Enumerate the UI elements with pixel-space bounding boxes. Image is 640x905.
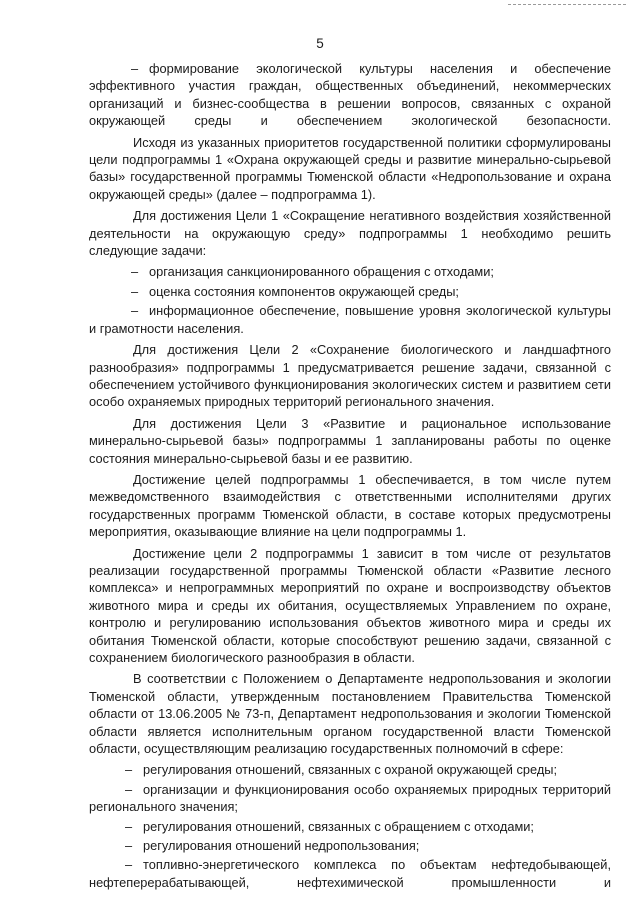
paragraph-goal-ecological-culture xyxy=(89,60,611,130)
list-dash: – xyxy=(125,762,133,778)
list-item-text: регулирования отношений недропользования; xyxy=(143,838,420,854)
document-body xyxy=(89,60,611,895)
list-item-text: организации и функционирования особо охраняемых природных территорий регионального значения; xyxy=(89,781,611,815)
list-item-waste xyxy=(89,263,611,280)
paragraph-department-regulation: В соответствии с Положением о Департаменте недропользования и экологии Тюменской области, утвержденным постановлением Правительства Тюменской области от 13.06.2005 № 73-п, Департамент недропользования и экологии Тюменской области является исполнительным органом государственной власти Тюменской области, осуществляющим реализацию государственных полномочий в сфере: xyxy=(89,671,611,757)
paragraph-goal-3: Для достижения Цели 3 «Развитие и рациональное использование минерально-сырьевой базы» подпрограммы 1 запланированы работы по оценке состояния минерально-сырьевой базы и ее развитию. xyxy=(89,415,611,466)
paragraph-goal-2-dependency: Достижение цели 2 подпрограммы 1 зависит в том числе от результатов реализации государственной программы Тюменской области «Развитие лесного комплекса» и непрограммных мероприятий по охране и воспроизводству объектов животного мира и среды их обитания, осуществляемых Управлением по охране, контролю и регулированию использования объектов животного мира и среды их обитания Тюменской области, которые способствуют решению задачи, связанной с сохранением биологического разнообразия в области. xyxy=(89,545,611,665)
page-number: 5 xyxy=(316,36,324,51)
list-dash: – xyxy=(131,61,139,76)
list-dash: – xyxy=(131,283,139,299)
list-item-subsoil-use xyxy=(89,837,611,854)
list-item-assessment xyxy=(89,283,611,300)
paragraph-achievement: Достижение целей подпрограммы 1 обеспечивается, в том числе путем межведомственного взаимодействия с ответственными исполнителями других государственных программ Тюменской области, в составе которых предусмотрены мероприятия, оказывающие влияние на цели подпрограммы 1. xyxy=(89,471,611,540)
paragraph-goal-1: Для достижения Цели 1 «Сокращение негативного воздействия хозяйственной деятельности на окружающую среду» подпрограммы 1 необходимо решить следующие задачи: xyxy=(89,208,611,259)
list-dash: – xyxy=(125,857,133,873)
list-item-text: организация санкционированного обращения с отходами; xyxy=(149,264,494,280)
list-dash: – xyxy=(131,303,139,319)
list-dash: – xyxy=(125,781,133,797)
list-dash: – xyxy=(131,264,139,280)
list-item-text: регулирования отношений, связанных с обращением с отходами; xyxy=(143,818,534,834)
paragraph-subprogram-goals: Исходя из указанных приоритетов государственной политики сформулированы цели подпрограммы 1 «Охрана окружающей среды и развитие минерально-сырьевой базы» государственной программы Тюменской области «Недропользование и охрана окружающей среды» (далее – подпрограмма 1). xyxy=(89,134,611,202)
paragraph-goal-2: Для достижения Цели 2 «Сохранение биологического и ландшафтного разнообразия» подпрограммы 1 предусматривается решение задачи, связанной с обеспечением устойчивого функционирования экологических систем и развитием сети особо охраняемых природных территорий регионального значения. xyxy=(89,342,611,410)
list-item-text: информационное обеспечение, повышение уровня экологической культуры и грамотности населения. xyxy=(89,303,611,336)
list-item-text: оценка состояния компонентов окружающей среды; xyxy=(149,283,459,299)
list-item-protected-areas xyxy=(89,781,611,816)
list-item-environment-protection xyxy=(89,761,611,778)
list-item-waste-relations xyxy=(89,818,611,835)
list-dash: – xyxy=(125,838,133,854)
scan-edge-mark xyxy=(508,4,626,6)
list-item-text: топливно-энергетического комплекса по объектам нефтедобывающей, нефтеперерабатывающей, нефтехимической промышленности и xyxy=(89,857,611,890)
list-item-fuel-energy xyxy=(89,856,611,891)
paragraph-text: формирование экологической культуры населения и обеспечение эффективного участия граждан, общественных объединений, некоммерческих организаций и бизнес-сообщества в решении вопросов, связанных с охраной окружающей среды и обеспечением экологической безопасности. xyxy=(89,61,611,129)
list-item-text: регулирования отношений, связанных с охраной окружающей среды; xyxy=(143,762,558,778)
list-item-information xyxy=(89,302,611,337)
list-dash: – xyxy=(125,818,133,834)
